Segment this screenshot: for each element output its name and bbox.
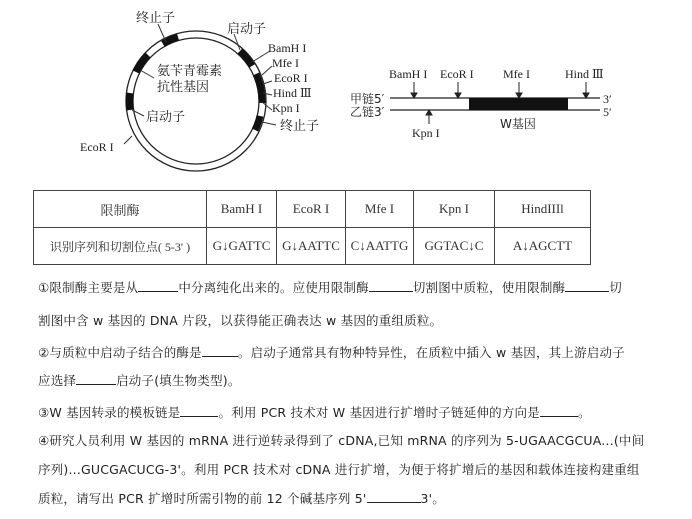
amp-resistance-label: 氨苄青霉素: [157, 64, 223, 79]
table-cell: G↓AATTC: [277, 228, 346, 265]
table-cell: GGTAC↓C: [414, 228, 495, 265]
ecori-label: EcoR I: [80, 140, 114, 154]
question-text: 割图中含 w 基因的 DNA 片段，以获得能正确表达 w 基因的重组质粒。: [38, 313, 443, 328]
answer-blank[interactable]: [367, 490, 421, 503]
restriction-enzyme-table: [33, 190, 591, 265]
question-1: [38, 278, 622, 296]
table-header: Mfe I: [346, 191, 414, 228]
mfei-label: Mfe I: [272, 56, 299, 70]
answer-blank[interactable]: [540, 404, 578, 417]
answer-blank[interactable]: [369, 279, 413, 292]
answer-blank[interactable]: [202, 344, 238, 357]
question-text: ④研究人员利用 W 基因的 mRNA 进行逆转录得到了 cDNA,已知 mRNA 的序列为 5-UGAACGCUA...(中间: [38, 433, 645, 448]
question-text: 。: [577, 405, 591, 420]
table-header: BamH I: [207, 191, 277, 228]
question-text: 质粒，请写出 PCR 扩增时所需引物的前 12 个碱基序列 5': [38, 491, 367, 506]
ecori-site-label: EcoR I: [440, 67, 474, 81]
table-cell: 识别序列和切割位点( 5-3' ): [34, 228, 207, 265]
question-2: [38, 343, 625, 361]
question-2-cont: [38, 371, 241, 389]
question-text: 序列)...GUCGACUCG-3'。利用 PCR 技术对 cDNA 进行扩增，为便于将扩增后的基因和载体连接构建重组: [38, 462, 640, 477]
w-gene-block: [469, 98, 568, 110]
answer-blank[interactable]: [76, 372, 116, 385]
table-header: Kpn I: [414, 191, 495, 228]
diagram: [0, 0, 692, 185]
question-text: 3'。: [420, 491, 446, 506]
question-text: ①限制酶主要是从: [38, 280, 139, 295]
hindiii-label: Hind Ⅲ: [273, 86, 312, 100]
table-cell: G↓GATTC: [207, 228, 277, 265]
table-cell: C↓AATTG: [346, 228, 414, 265]
strand-a-end: 3′: [603, 92, 612, 106]
question-text: 中分离纯化出来的。应使用限制酶: [178, 280, 369, 295]
promoter-label: 启动子: [146, 110, 186, 125]
question-text: 切割图中质粒，使用限制酶: [412, 280, 566, 295]
question-text: ③W 基因转录的模板链是: [38, 405, 181, 420]
w-gene-label: W基因: [500, 117, 536, 131]
table-header: 限制酶: [34, 191, 207, 228]
ecori-label: EcoR I: [274, 71, 308, 85]
question-3: [38, 403, 591, 421]
question-text: 。利用 PCR 技术对 W 基因进行扩增时子链延伸的方向是: [218, 405, 540, 420]
bamhi-label: BamH I: [268, 41, 307, 55]
mfei-site-label: Mfe I: [503, 67, 530, 81]
amp-resistance-label: 抗性基因: [157, 80, 210, 95]
terminator-label: 终止子: [280, 119, 320, 134]
question-text: 切: [609, 280, 622, 295]
table-row: [34, 191, 591, 228]
promoter-label: 启动子: [227, 22, 267, 37]
insertion-segment: [256, 74, 262, 103]
strand-b-end: 5′: [603, 105, 612, 119]
question-4-cont: [38, 489, 445, 507]
hindiii-site-label: Hind Ⅲ: [565, 67, 604, 81]
question-text: 。启动子通常具有物种特异性，在质粒中插入 w 基因，其上游启动子: [237, 345, 625, 360]
strand-a-label: 甲链5′: [350, 92, 385, 106]
strand-b-label: 乙链3′: [350, 105, 385, 119]
kpni-site-label: Kpn I: [412, 126, 440, 140]
promoter-segment-left: [129, 93, 130, 110]
answer-blank[interactable]: [138, 279, 178, 292]
question-text: 应选择: [38, 373, 77, 388]
answer-blank[interactable]: [180, 404, 218, 417]
table-header: EcoR I: [277, 191, 346, 228]
kpni-label: Kpn I: [272, 101, 300, 115]
table-row: [34, 228, 591, 265]
question-text: ②与质粒中启动子结合的酶是: [38, 345, 202, 360]
question-text: 启动子(填生物类型)。: [116, 373, 241, 388]
terminator-segment-right: [255, 116, 260, 130]
terminator-label: 终止子: [136, 11, 176, 26]
table-cell: A↓AGCTT: [495, 228, 591, 265]
gene-map: [350, 67, 612, 140]
bamhi-site-label: BamH I: [389, 67, 428, 81]
plasmid-map: [80, 11, 319, 171]
table-header: HindIIIl: [495, 191, 591, 228]
answer-blank[interactable]: [565, 279, 609, 292]
